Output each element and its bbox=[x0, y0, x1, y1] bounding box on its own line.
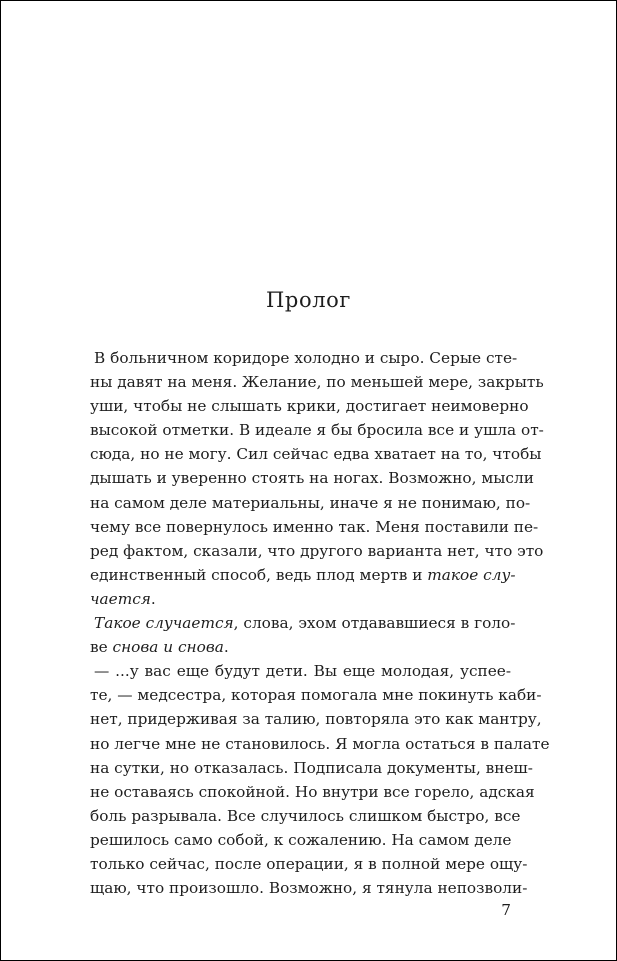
text-run: уши, чтобы не слышать крики, достигает неимоверно bbox=[90, 397, 529, 416]
text-line bbox=[90, 587, 511, 611]
text-run: решилось само собой, к сожалению. На самом деле bbox=[90, 830, 512, 849]
italic-text: чается bbox=[90, 589, 151, 608]
text-run: чему все повернулось именно так. Меня поставили пе- bbox=[90, 517, 539, 536]
text-line bbox=[90, 515, 539, 539]
text-line bbox=[90, 683, 542, 707]
text-run: боль разрывала. Все случилось слишком быстро, все bbox=[90, 806, 521, 825]
text-run: сюда, но не могу. Сил сейчас едва хватает на то, чтобы bbox=[90, 445, 542, 464]
text-line bbox=[90, 346, 518, 370]
text-run: щаю, что произошло. Возможно, я тянула непозволи- bbox=[90, 879, 528, 898]
text-line bbox=[90, 756, 533, 780]
text-line bbox=[90, 707, 542, 731]
text-line bbox=[90, 563, 516, 587]
text-run: , слова, эхом отдававшиеся в голо- bbox=[233, 614, 516, 633]
text-run: не оставаясь спокойной. Но внутри все горело, адская bbox=[90, 782, 535, 801]
page-number: 7 bbox=[501, 901, 511, 919]
paragraph bbox=[90, 611, 516, 659]
text-line bbox=[90, 418, 544, 442]
text-line bbox=[90, 659, 511, 683]
text-line bbox=[90, 876, 528, 900]
text-line bbox=[90, 732, 550, 756]
text-line bbox=[90, 852, 528, 876]
text-line bbox=[90, 442, 542, 466]
body-text bbox=[90, 346, 550, 900]
text-line bbox=[90, 491, 531, 515]
text-run: только сейчас, после операции, я в полной мере ощу- bbox=[90, 854, 528, 873]
text-line bbox=[90, 466, 534, 490]
italic-text: снова и снова bbox=[112, 638, 224, 657]
text-line bbox=[90, 394, 529, 418]
text-run: . bbox=[150, 589, 156, 608]
italic-text: Такое случается bbox=[94, 614, 234, 633]
text-run: на сутки, но отказалась. Подписала документы, внеш- bbox=[90, 758, 533, 777]
paragraph bbox=[90, 346, 544, 611]
text-run: дышать и уверенно стоять на ногах. Возможно, мысли bbox=[90, 469, 534, 488]
text-run: на самом деле материальны, иначе я не понимаю, по- bbox=[90, 493, 531, 512]
text-run: ны давят на меня. Желание, по меньшей мере, закрыть bbox=[90, 373, 544, 392]
paragraph bbox=[90, 659, 550, 900]
text-line bbox=[90, 780, 535, 804]
text-run: . bbox=[223, 638, 229, 657]
text-run: ве bbox=[90, 638, 113, 657]
text-line bbox=[90, 828, 511, 852]
chapter-title: Пролог bbox=[266, 288, 351, 312]
text-run: но легче мне не становилось. Я могла остаться в палате bbox=[90, 734, 550, 753]
text-run: те, — медсестра, которая помогала мне покинуть каби- bbox=[90, 686, 542, 705]
text-run: — ...у вас еще будут дети. Вы еще молодая, успее- bbox=[94, 662, 511, 681]
text-line bbox=[90, 539, 544, 563]
text-run: нет, придерживая за талию, повторяла это как мантру, bbox=[90, 710, 542, 729]
text-run: В больничном коридоре холодно и сыро. Серые сте- bbox=[94, 349, 518, 367]
text-run: ред фактом, сказали, что другого варианта нет, что это bbox=[90, 541, 544, 560]
text-line bbox=[90, 370, 544, 394]
text-line bbox=[90, 804, 521, 828]
italic-text: такое слу- bbox=[427, 565, 516, 584]
text-line bbox=[90, 611, 516, 635]
text-line bbox=[90, 635, 511, 659]
text-run: единственный способ, ведь плод мертв и bbox=[90, 565, 428, 584]
text-run: высокой отметки. В идеале я бы бросила все и ушла от- bbox=[90, 421, 544, 440]
